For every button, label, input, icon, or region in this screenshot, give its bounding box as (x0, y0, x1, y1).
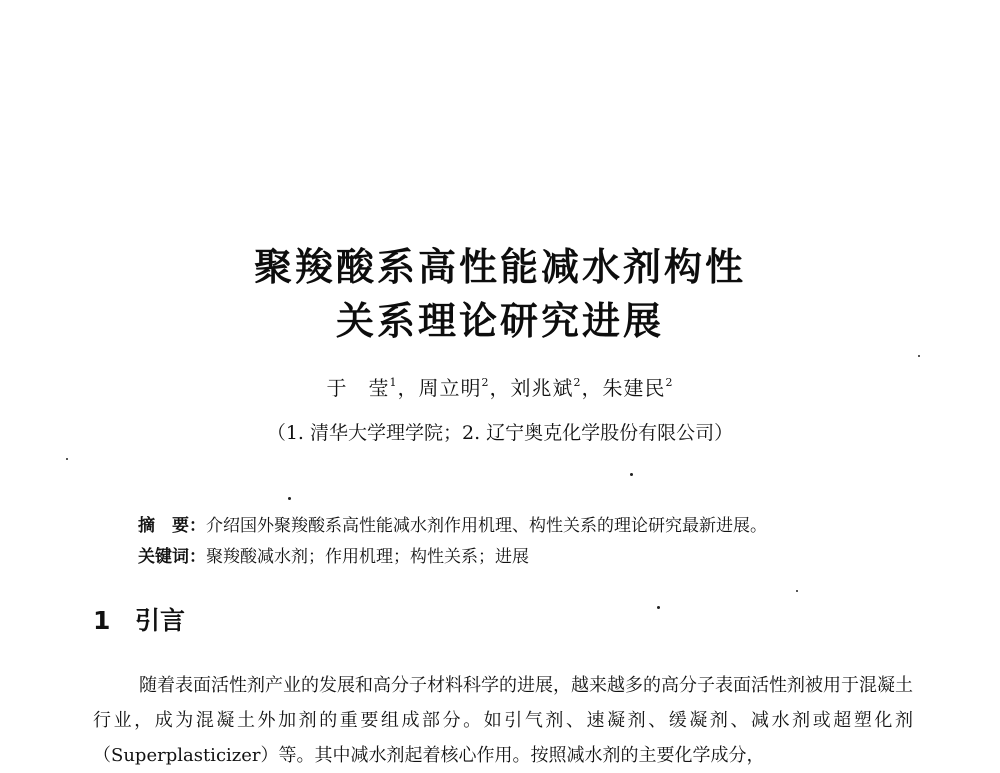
section-heading (93, 608, 185, 633)
keywords (138, 549, 928, 566)
section-number: 1 (93, 606, 111, 635)
paper-title-line-1: 聚羧酸系高性能减水剂构性 (253, 245, 746, 289)
author-separator: ， (397, 376, 419, 400)
keywords-text: 聚羧酸减水剂；作用机理；构性关系；进展 (206, 547, 529, 567)
author-separator: ， (489, 376, 511, 400)
scan-speck (630, 473, 633, 476)
author: 朱建民$^2$ (602, 376, 674, 400)
scan-speck (288, 497, 291, 500)
abstract-label: 摘 要： (138, 516, 206, 536)
author-separator: ， (581, 376, 603, 400)
affiliation: （1. 清华大学理学院；2. 辽宁奥克化学股份有限公司） (266, 422, 734, 444)
scan-speck (918, 355, 920, 357)
author: 于 莹$^1$ (326, 376, 398, 400)
author-list (0, 378, 1000, 398)
scan-speck (66, 458, 68, 460)
abstract-text: 介绍国外聚羧酸系高性能减水剂作用机理、构性关系的理论研究最新进展。 (206, 516, 767, 536)
section-title: 引言 (135, 606, 186, 635)
author: 刘兆斌$^2$ (510, 376, 582, 400)
author: 周立明$^2$ (418, 376, 490, 400)
keywords-label: 关键词： (138, 547, 206, 567)
abstract (138, 518, 928, 535)
body-paragraph (93, 668, 913, 773)
paragraph-text: 随着表面活性剂产业的发展和高分子材料科学的进展，越来越多的高分子表面活性剂被用于混凝土行业，成为混凝土外加剂的重要组成部分。如引气剂、速凝剂、缓凝剂、减水剂或超塑化剂（Superplasticizer）等。其中减水剂起着核心作用。按照减水剂的主要化学成分， (93, 675, 913, 766)
scan-speck (657, 606, 660, 609)
paper-title-line-2: 关系理论研究进展 (335, 299, 664, 343)
scan-speck (796, 590, 798, 592)
